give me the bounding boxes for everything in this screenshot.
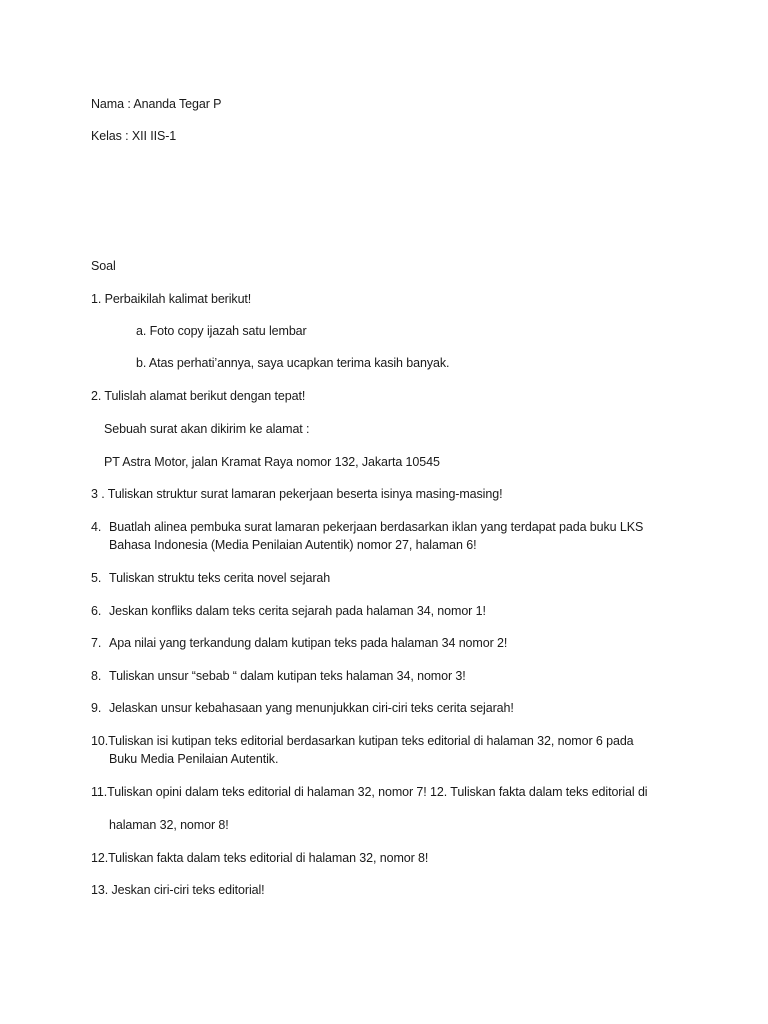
question-10-line-1: 10.Tuliskan isi kutipan teks editorial berdasarkan kutipan teks editorial di halaman 32, nomor 6 pada (91, 734, 634, 748)
student-name: Nama : Ananda Tegar P (91, 97, 222, 111)
question-2: 2. Tulislah alamat berikut dengan tepat! (91, 389, 306, 403)
question-4-line-2: Bahasa Indonesia (Media Penilaian Autentik) nomor 27, halaman 6! (109, 538, 477, 552)
question-7: Apa nilai yang terkandung dalam kutipan teks pada halaman 34 nomor 2! (109, 636, 508, 650)
question-2-line-1: Sebuah surat akan dikirim ke alamat : (104, 422, 310, 436)
question-9-number: 9. (91, 701, 102, 715)
question-8: Tuliskan unsur “sebab “ dalam kutipan teks halaman 34, nomor 3! (109, 669, 466, 683)
student-class: Kelas : XII IIS-1 (91, 129, 177, 143)
question-9: Jelaskan unsur kebahasaan yang menunjukkan ciri-ciri teks cerita sejarah! (109, 701, 514, 715)
question-5-number: 5. (91, 571, 102, 585)
question-7-number: 7. (91, 636, 102, 650)
section-title: Soal (91, 259, 116, 273)
question-11-line-1: 11.Tuliskan opini dalam teks editorial di halaman 32, nomor 7! 12. Tuliskan fakta dalam teks editorial di (91, 785, 648, 799)
question-10-line-2: Buku Media Penilaian Autentik. (109, 752, 279, 766)
question-2-address: PT Astra Motor, jalan Kramat Raya nomor 132, Jakarta 10545 (104, 455, 440, 469)
question-6-number: 6. (91, 604, 102, 618)
question-13: 13. Jeskan ciri-ciri teks editorial! (91, 883, 265, 897)
question-4-number: 4. (91, 520, 102, 534)
question-4-line-1: Buatlah alinea pembuka surat lamaran pekerjaan berdasarkan iklan yang terdapat pada buku LKS (109, 520, 644, 534)
question-6: Jeskan konfliks dalam teks cerita sejarah pada halaman 34, nomor 1! (109, 604, 486, 618)
question-12: 12.Tuliskan fakta dalam teks editorial di halaman 32, nomor 8! (91, 851, 429, 865)
question-8-number: 8. (91, 669, 102, 683)
question-1-item-a: a. Foto copy ijazah satu lembar (136, 324, 307, 338)
question-11-line-2: halaman 32, nomor 8! (109, 818, 229, 832)
question-5: Tuliskan struktu teks cerita novel sejarah (109, 571, 331, 585)
question-1: 1. Perbaikilah kalimat berikut! (91, 292, 252, 306)
question-1-item-b: b. Atas perhati’annya, saya ucapkan terima kasih banyak. (136, 356, 450, 370)
question-3: 3 . Tuliskan struktur surat lamaran pekerjaan beserta isinya masing-masing! (91, 487, 503, 501)
